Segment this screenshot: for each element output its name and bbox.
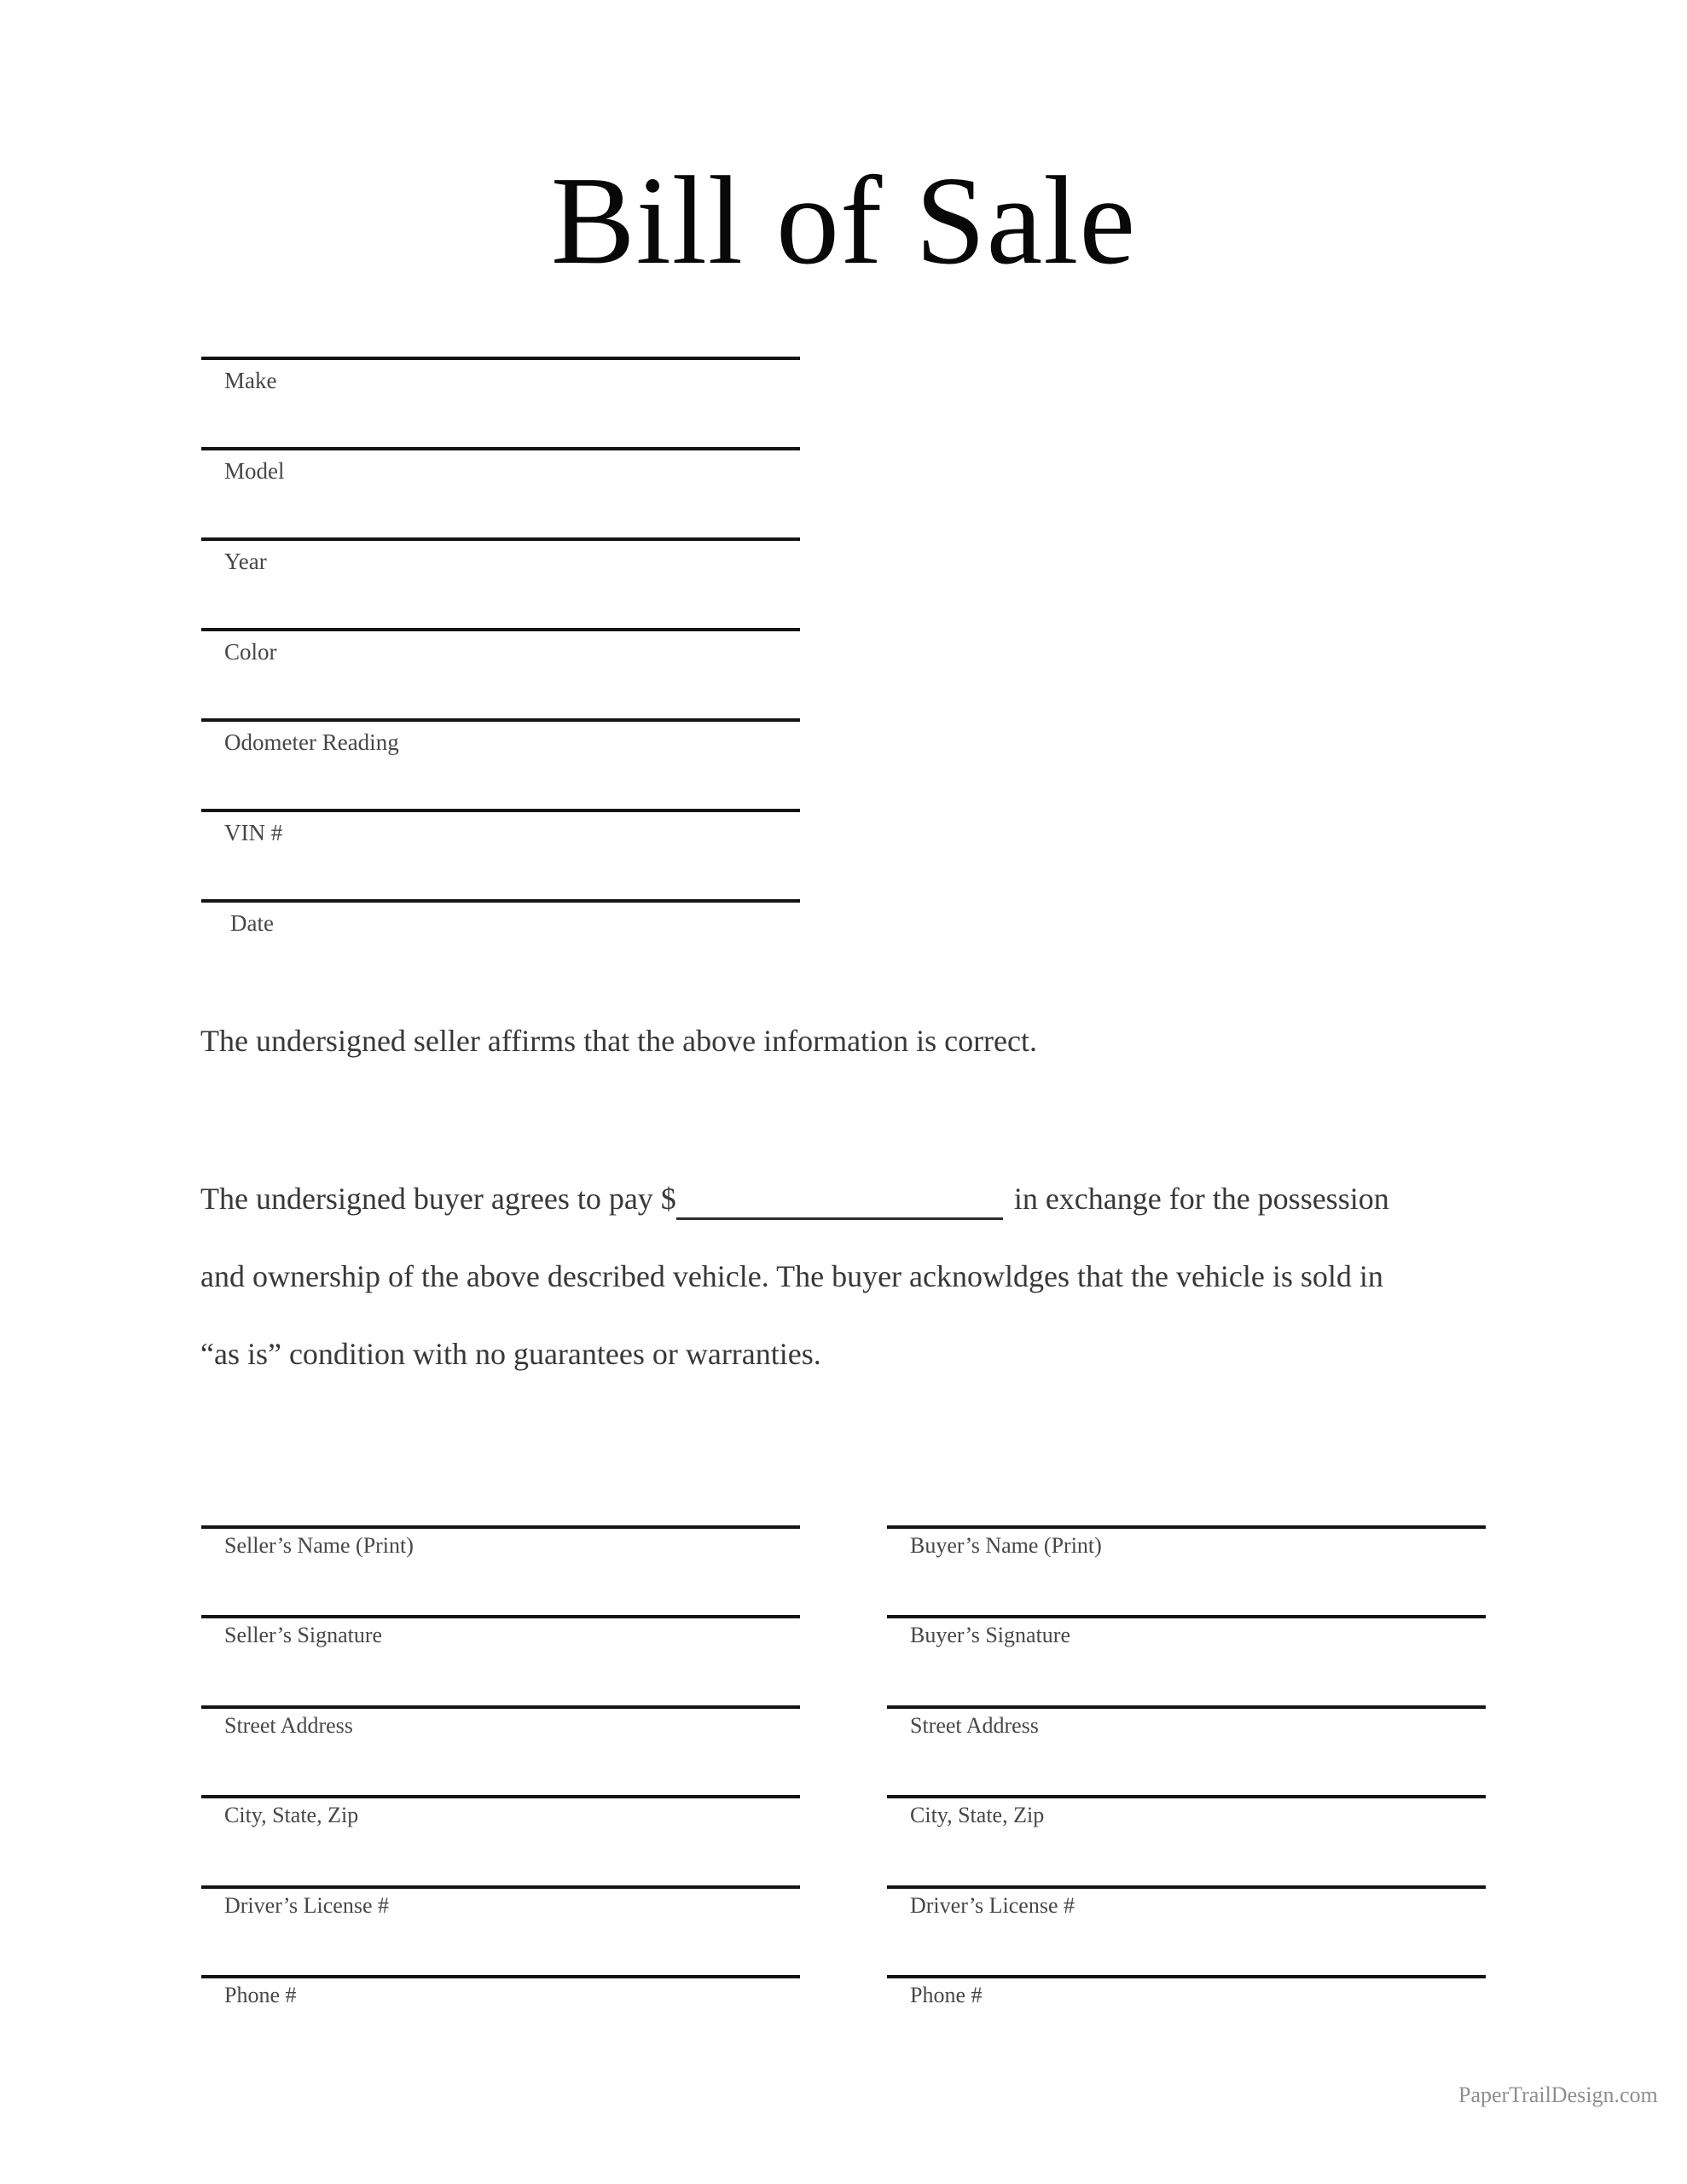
buyer-field-city-state-zip (887, 1795, 1486, 1828)
field-label: Make (224, 368, 277, 393)
agreement-line-1-before: The undersigned buyer agrees to pay $ (200, 1182, 676, 1216)
buyer-field-street-address (887, 1705, 1486, 1739)
seller-field-name-print (201, 1525, 800, 1559)
vehicle-field-make (201, 357, 800, 394)
seller-field-city-state-zip (201, 1795, 800, 1828)
seller-affirmation-paragraph: The undersigned seller affirms that the above information is correct. (200, 1024, 1037, 1058)
field-label: VIN # (224, 820, 283, 845)
buyer-field-signature (887, 1615, 1486, 1648)
field-label: City, State, Zip (224, 1803, 359, 1827)
seller-field-street-address (201, 1705, 800, 1739)
document-title: Bill of Sale (550, 151, 1137, 291)
buyer-field-drivers-license (887, 1885, 1486, 1919)
vehicle-field-date (201, 899, 800, 937)
field-label: Phone # (910, 1983, 983, 2007)
field-label: Street Address (910, 1713, 1039, 1738)
field-label: Driver’s License # (224, 1893, 390, 1918)
field-label: Driver’s License # (910, 1893, 1075, 1918)
agreement-line-1 (200, 1160, 1650, 1238)
seller-field-signature (201, 1615, 800, 1648)
payment-amount-blank-line (676, 1217, 1003, 1220)
buyer-field-phone (887, 1975, 1486, 2008)
field-label: Seller’s Name (Print) (224, 1533, 414, 1558)
vehicle-field-odometer (201, 718, 800, 756)
vehicle-field-model (201, 447, 800, 485)
field-label: Model (224, 458, 285, 484)
vehicle-field-year (201, 537, 800, 575)
field-label: City, State, Zip (910, 1803, 1045, 1827)
field-label: Buyer’s Signature (910, 1623, 1070, 1647)
agreement-line-1-after: in exchange for the possession (1013, 1182, 1389, 1216)
seller-field-drivers-license (201, 1885, 800, 1919)
field-label: Color (224, 639, 277, 665)
agreement-line-2: and ownership of the above described vehicle. The buyer acknowldges that the vehicle is sold in (200, 1259, 1383, 1293)
field-label: Street Address (224, 1713, 353, 1738)
seller-field-phone (201, 1975, 800, 2008)
field-label: Seller’s Signature (224, 1623, 383, 1647)
field-label: Buyer’s Name (Print) (910, 1533, 1102, 1558)
footer-site-credit: PaperTrailDesign.com (1458, 2082, 1658, 2107)
field-label: Date (230, 910, 274, 936)
buyer-agreement-paragraph (200, 1160, 1650, 1393)
buyer-field-name-print (887, 1525, 1486, 1559)
field-label: Year (224, 549, 267, 574)
field-label: Phone # (224, 1983, 297, 2007)
field-label: Odometer Reading (224, 729, 399, 755)
agreement-line-3: “as is” condition with no guarantees or warranties. (200, 1337, 821, 1371)
vehicle-field-vin (201, 809, 800, 846)
vehicle-field-color (201, 628, 800, 665)
